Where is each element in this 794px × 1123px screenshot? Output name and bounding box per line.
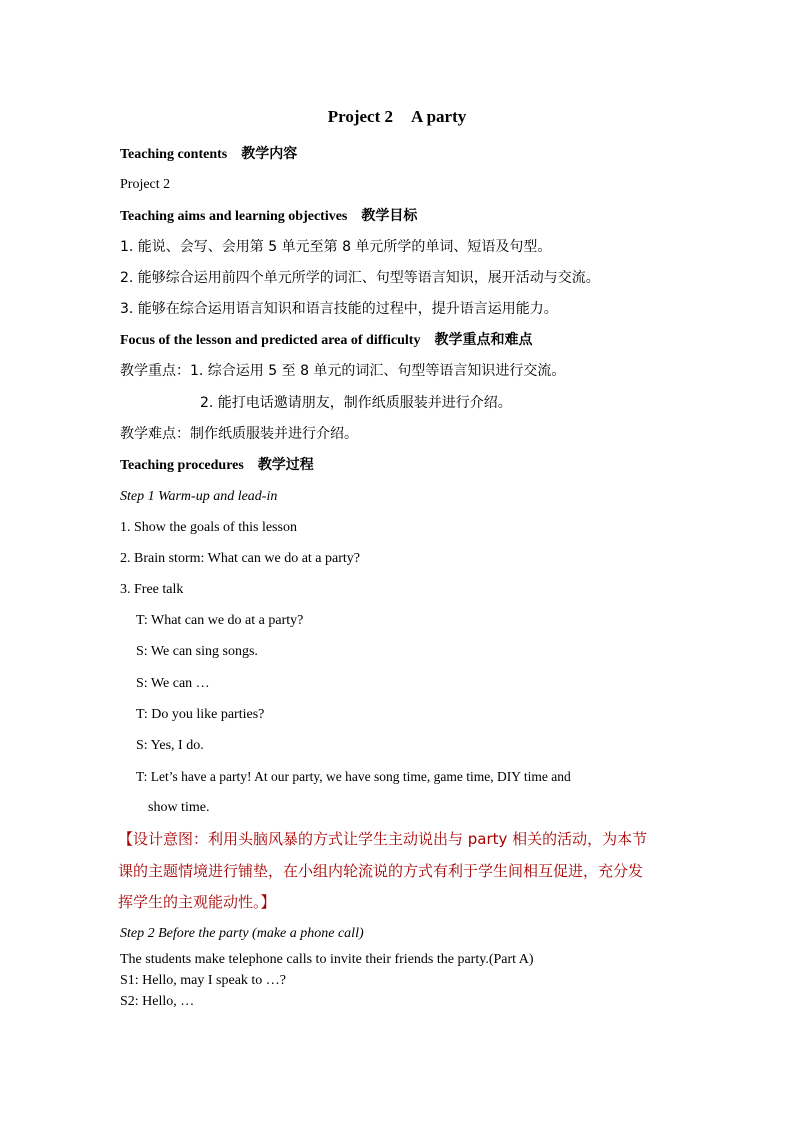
aim-item-2: 2. 能够综合运用前四个单元所学的词汇、句型等语言知识，展开活动与交流。: [120, 270, 600, 286]
page-title: [0, 105, 794, 129]
dialogue-line-1: T: What can we do at a party?: [136, 613, 304, 628]
dialogue-line-7: show time.: [148, 800, 210, 815]
dialogue-line-5: S: Yes, I do.: [136, 738, 204, 753]
teaching-contents-value: Project 2: [120, 177, 171, 192]
focus-item-1: 教学重点：1. 综合运用 5 至 8 单元的词汇、句型等语言知识进行交流。: [120, 363, 566, 379]
title-project: Project 2: [327, 107, 394, 126]
focus-item-2: 2. 能打电话邀请朋友，制作纸质服装并进行介绍。: [200, 395, 512, 411]
step2-heading: Step 2 Before the party (make a phone call): [120, 926, 364, 941]
dialogue-line-2: S: We can sing songs.: [136, 644, 258, 659]
aim-item-1: 1. 能说、会写、会用第 5 单元至第 8 单元所学的单词、短语及句型。: [120, 239, 552, 255]
dialogue-line-6: T: Let’s have a party! At our party, we have song time, game time, DIY time and: [136, 769, 571, 784]
aim-item-3: 3. 能够在综合运用语言知识和语言技能的过程中，提升语言运用能力。: [120, 301, 558, 317]
step2-line-1: The students make telephone calls to invite their friends the party.(Part A): [120, 952, 534, 967]
step2-line-3: S2: Hello, …: [120, 994, 195, 1009]
focus-heading: Focus of the lesson and predicted area of difficulty 教学重点和难点: [120, 332, 533, 348]
step1-heading: Step 1 Warm-up and lead-in: [120, 489, 278, 504]
step1-item-1: 1. Show the goals of this lesson: [120, 520, 297, 535]
procedures-heading: Teaching procedures 教学过程: [120, 457, 314, 473]
dialogue-line-3: S: We can …: [136, 676, 210, 691]
teaching-contents-heading: Teaching contents 教学内容: [120, 146, 298, 162]
design-note-line-1: 【设计意图：利用头脑风暴的方式让学生主动说出与 party 相关的活动，为本节: [118, 830, 648, 848]
design-note-line-2: 课的主题情境进行铺垫，在小组内轮流说的方式有利于学生间相互促进，充分发: [118, 862, 644, 880]
design-note-line-3: 挥学生的主观能动性。】: [118, 893, 276, 911]
step2-line-2: S1: Hello, may I speak to …?: [120, 973, 287, 988]
aims-heading: Teaching aims and learning objectives 教学目标: [120, 208, 418, 224]
step1-item-3: 3. Free talk: [120, 582, 184, 597]
title-party: A party: [411, 107, 467, 126]
difficulty-item: 教学难点：制作纸质服装并进行介绍。: [120, 426, 358, 442]
step1-item-2: 2. Brain storm: What can we do at a party?: [120, 551, 360, 566]
dialogue-line-4: T: Do you like parties?: [136, 707, 265, 722]
